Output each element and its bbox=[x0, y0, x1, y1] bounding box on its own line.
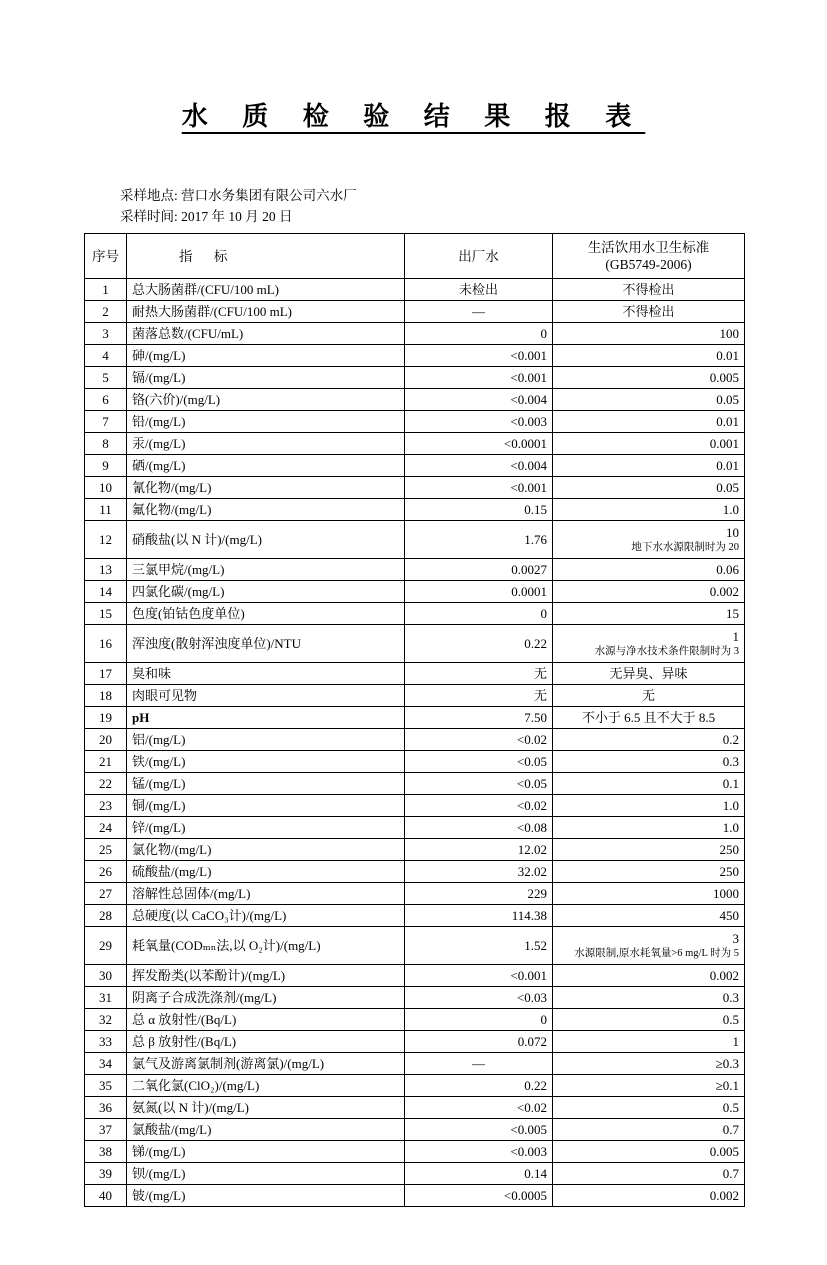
row-measured-value: 32.02 bbox=[405, 861, 553, 883]
row-index: 38 bbox=[85, 1141, 127, 1163]
row-standard-value: 250 bbox=[553, 861, 745, 883]
row-indicator: 铁/(mg/L) bbox=[127, 751, 405, 773]
row-measured-value: <0.005 bbox=[405, 1119, 553, 1141]
row-index: 39 bbox=[85, 1163, 127, 1185]
row-indicator: 硫酸盐/(mg/L) bbox=[127, 861, 405, 883]
sampling-time-value: 2017 年 10 月 20 日 bbox=[181, 209, 293, 224]
table-row bbox=[85, 603, 745, 625]
row-standard-value: ≥0.1 bbox=[553, 1075, 745, 1097]
row-indicator: 二氧化氯(ClO₂)/(mg/L) bbox=[127, 1075, 405, 1097]
row-standard-value: 1 bbox=[553, 1031, 745, 1053]
row-standard-value: 0.002 bbox=[553, 1185, 745, 1207]
row-standard-value: 无 bbox=[553, 685, 745, 707]
row-indicator: 锑/(mg/L) bbox=[127, 1141, 405, 1163]
row-index: 28 bbox=[85, 905, 127, 927]
table-row bbox=[85, 773, 745, 795]
row-measured-value: <0.02 bbox=[405, 1097, 553, 1119]
table-row bbox=[85, 795, 745, 817]
row-indicator: 锌/(mg/L) bbox=[127, 817, 405, 839]
row-index: 24 bbox=[85, 817, 127, 839]
row-standard-value: 450 bbox=[553, 905, 745, 927]
table-row bbox=[85, 625, 745, 663]
row-indicator: 四氯化碳/(mg/L) bbox=[127, 581, 405, 603]
row-standard-value: 0.05 bbox=[553, 389, 745, 411]
row-standard-value: 15 bbox=[553, 603, 745, 625]
row-standard-value: 0.002 bbox=[553, 581, 745, 603]
row-standard-note: 地下水水源限制时为 20 bbox=[631, 542, 739, 553]
table-row bbox=[85, 1097, 745, 1119]
row-index: 35 bbox=[85, 1075, 127, 1097]
row-indicator: 三氯甲烷/(mg/L) bbox=[127, 559, 405, 581]
row-measured-value: 0.15 bbox=[405, 499, 553, 521]
row-indicator: 总硬度(以 CaCO₃计)/(mg/L) bbox=[127, 905, 405, 927]
row-index: 6 bbox=[85, 389, 127, 411]
row-index: 23 bbox=[85, 795, 127, 817]
row-standard-note: 水源限制,原水耗氧量>6 mg/L 时为 5 bbox=[574, 948, 739, 959]
row-measured-value: <0.02 bbox=[405, 729, 553, 751]
row-index: 26 bbox=[85, 861, 127, 883]
table-row bbox=[85, 1031, 745, 1053]
table-row bbox=[85, 559, 745, 581]
row-indicator: pH bbox=[127, 707, 405, 729]
row-indicator: 钡/(mg/L) bbox=[127, 1163, 405, 1185]
row-measured-value: 0.072 bbox=[405, 1031, 553, 1053]
row-index: 21 bbox=[85, 751, 127, 773]
table-row bbox=[85, 883, 745, 905]
row-standard-main: 10 bbox=[726, 525, 739, 540]
row-standard-value: 0.06 bbox=[553, 559, 745, 581]
row-indicator: 硝酸盐(以 N 计)/(mg/L) bbox=[127, 521, 405, 559]
table-row bbox=[85, 279, 745, 301]
row-standard-value: 1000 bbox=[553, 883, 745, 905]
row-standard-main: 1 bbox=[732, 629, 739, 644]
row-standard-value: 不得检出 bbox=[553, 301, 745, 323]
row-indicator: 阴离子合成洗涤剂/(mg/L) bbox=[127, 987, 405, 1009]
row-measured-value: <0.05 bbox=[405, 751, 553, 773]
row-index: 17 bbox=[85, 663, 127, 685]
row-standard-main: 3 bbox=[732, 931, 739, 946]
row-standard-value: 0.002 bbox=[553, 965, 745, 987]
table-row bbox=[85, 965, 745, 987]
table-row bbox=[85, 927, 745, 965]
row-standard-value: 250 bbox=[553, 839, 745, 861]
sampling-location bbox=[120, 185, 827, 206]
row-indicator: 色度(铂钴色度单位) bbox=[127, 603, 405, 625]
row-index: 19 bbox=[85, 707, 127, 729]
row-indicator: 总 β 放射性/(Bq/L) bbox=[127, 1031, 405, 1053]
row-index: 40 bbox=[85, 1185, 127, 1207]
row-measured-value: 229 bbox=[405, 883, 553, 905]
row-standard-value: 0.7 bbox=[553, 1163, 745, 1185]
row-measured-value: <0.003 bbox=[405, 411, 553, 433]
header-no: 序号 bbox=[85, 234, 127, 279]
row-measured-value: — bbox=[405, 301, 553, 323]
water-quality-table bbox=[84, 233, 745, 1207]
row-index: 18 bbox=[85, 685, 127, 707]
row-measured-value: 0.22 bbox=[405, 1075, 553, 1097]
row-indicator: 挥发酚类(以苯酚计)/(mg/L) bbox=[127, 965, 405, 987]
row-indicator: 汞/(mg/L) bbox=[127, 433, 405, 455]
row-indicator: 铬(六价)/(mg/L) bbox=[127, 389, 405, 411]
table-row bbox=[85, 707, 745, 729]
row-standard-value: 0.05 bbox=[553, 477, 745, 499]
row-standard-value: 0.5 bbox=[553, 1009, 745, 1031]
row-index: 30 bbox=[85, 965, 127, 987]
row-index: 36 bbox=[85, 1097, 127, 1119]
row-index: 27 bbox=[85, 883, 127, 905]
row-standard-value: 0.1 bbox=[553, 773, 745, 795]
row-indicator: 总大肠菌群/(CFU/100 mL) bbox=[127, 279, 405, 301]
row-measured-value: <0.0005 bbox=[405, 1185, 553, 1207]
row-measured-value: 0.14 bbox=[405, 1163, 553, 1185]
header-standard-line1: 生活饮用水卫生标准 bbox=[587, 240, 710, 255]
table-row bbox=[85, 367, 745, 389]
row-measured-value: <0.001 bbox=[405, 345, 553, 367]
row-indicator: 氨氮(以 N 计)/(mg/L) bbox=[127, 1097, 405, 1119]
row-standard-value: 100 bbox=[553, 323, 745, 345]
table-row bbox=[85, 905, 745, 927]
row-indicator: 铍/(mg/L) bbox=[127, 1185, 405, 1207]
row-standard-value: 1.0 bbox=[553, 499, 745, 521]
row-measured-value: <0.0001 bbox=[405, 433, 553, 455]
row-measured-value: <0.001 bbox=[405, 367, 553, 389]
row-index: 16 bbox=[85, 625, 127, 663]
row-index: 14 bbox=[85, 581, 127, 603]
table-row bbox=[85, 433, 745, 455]
sampling-location-label: 采样地点: bbox=[120, 188, 178, 203]
row-standard-value: 1.0 bbox=[553, 795, 745, 817]
row-index: 20 bbox=[85, 729, 127, 751]
row-standard-value bbox=[553, 927, 745, 965]
row-index: 13 bbox=[85, 559, 127, 581]
table-row bbox=[85, 1141, 745, 1163]
table-row bbox=[85, 411, 745, 433]
row-standard-value: 0.2 bbox=[553, 729, 745, 751]
table-row bbox=[85, 345, 745, 367]
row-standard-value: 不小于 6.5 且不大于 8.5 bbox=[553, 707, 745, 729]
table-row bbox=[85, 301, 745, 323]
row-indicator: 氰化物/(mg/L) bbox=[127, 477, 405, 499]
row-indicator: 砷/(mg/L) bbox=[127, 345, 405, 367]
row-standard-value: 0.5 bbox=[553, 1097, 745, 1119]
row-indicator: 菌落总数/(CFU/mL) bbox=[127, 323, 405, 345]
row-indicator: 铝/(mg/L) bbox=[127, 729, 405, 751]
row-measured-value: <0.02 bbox=[405, 795, 553, 817]
table-row bbox=[85, 751, 745, 773]
row-measured-value: <0.03 bbox=[405, 987, 553, 1009]
row-standard-value: 0.3 bbox=[553, 987, 745, 1009]
row-standard-value: 1.0 bbox=[553, 817, 745, 839]
row-index: 25 bbox=[85, 839, 127, 861]
table-row bbox=[85, 729, 745, 751]
row-measured-value: 0 bbox=[405, 1009, 553, 1031]
row-index: 7 bbox=[85, 411, 127, 433]
row-index: 1 bbox=[85, 279, 127, 301]
row-measured-value: 0.22 bbox=[405, 625, 553, 663]
table-row bbox=[85, 839, 745, 861]
row-standard-value: 0.005 bbox=[553, 1141, 745, 1163]
row-index: 37 bbox=[85, 1119, 127, 1141]
table-header-row bbox=[85, 234, 745, 279]
row-index: 5 bbox=[85, 367, 127, 389]
row-measured-value: 1.52 bbox=[405, 927, 553, 965]
report-page bbox=[0, 96, 827, 1265]
row-standard-value: 0.01 bbox=[553, 455, 745, 477]
table-row bbox=[85, 499, 745, 521]
row-index: 29 bbox=[85, 927, 127, 965]
row-standard-value: 0.01 bbox=[553, 411, 745, 433]
row-measured-value: 无 bbox=[405, 685, 553, 707]
row-index: 15 bbox=[85, 603, 127, 625]
table-row bbox=[85, 685, 745, 707]
table-row bbox=[85, 581, 745, 603]
row-indicator: 耐热大肠菌群/(CFU/100 mL) bbox=[127, 301, 405, 323]
row-indicator: 臭和味 bbox=[127, 663, 405, 685]
page-title: 水 质 检 验 结 果 报 表 bbox=[181, 102, 646, 131]
row-indicator: 肉眼可见物 bbox=[127, 685, 405, 707]
row-index: 31 bbox=[85, 987, 127, 1009]
row-indicator: 硒/(mg/L) bbox=[127, 455, 405, 477]
row-measured-value: <0.003 bbox=[405, 1141, 553, 1163]
table-row bbox=[85, 987, 745, 1009]
table-row bbox=[85, 1053, 745, 1075]
row-measured-value: <0.001 bbox=[405, 965, 553, 987]
table-body bbox=[85, 279, 745, 1207]
table-row bbox=[85, 1009, 745, 1031]
row-measured-value: 未检出 bbox=[405, 279, 553, 301]
table-row bbox=[85, 1163, 745, 1185]
table-row bbox=[85, 1119, 745, 1141]
row-index: 3 bbox=[85, 323, 127, 345]
table-row bbox=[85, 323, 745, 345]
row-measured-value: <0.08 bbox=[405, 817, 553, 839]
row-standard-value: 0.01 bbox=[553, 345, 745, 367]
row-measured-value: <0.004 bbox=[405, 455, 553, 477]
row-indicator: 镉/(mg/L) bbox=[127, 367, 405, 389]
row-standard-value bbox=[553, 521, 745, 559]
header-value: 出厂水 bbox=[405, 234, 553, 279]
table-row bbox=[85, 1185, 745, 1207]
row-indicator: 铜/(mg/L) bbox=[127, 795, 405, 817]
row-measured-value: 114.38 bbox=[405, 905, 553, 927]
row-measured-value: 7.50 bbox=[405, 707, 553, 729]
row-index: 2 bbox=[85, 301, 127, 323]
row-index: 10 bbox=[85, 477, 127, 499]
table-row bbox=[85, 663, 745, 685]
row-standard-value: 0.7 bbox=[553, 1119, 745, 1141]
sampling-time-label: 采样时间: bbox=[120, 209, 178, 224]
header-standard bbox=[553, 234, 745, 279]
row-measured-value: 0 bbox=[405, 323, 553, 345]
header-standard-line2: (GB5749-2006) bbox=[605, 257, 692, 272]
row-index: 33 bbox=[85, 1031, 127, 1053]
sampling-time bbox=[120, 206, 827, 227]
row-indicator: 铅/(mg/L) bbox=[127, 411, 405, 433]
row-index: 8 bbox=[85, 433, 127, 455]
row-indicator: 总 α 放射性/(Bq/L) bbox=[127, 1009, 405, 1031]
row-indicator: 耗氧量(CODₘₙ法,以 O₂计)/(mg/L) bbox=[127, 927, 405, 965]
row-index: 11 bbox=[85, 499, 127, 521]
row-measured-value: <0.001 bbox=[405, 477, 553, 499]
row-measured-value: 12.02 bbox=[405, 839, 553, 861]
row-standard-value bbox=[553, 625, 745, 663]
row-measured-value: 1.76 bbox=[405, 521, 553, 559]
row-indicator: 氟化物/(mg/L) bbox=[127, 499, 405, 521]
row-indicator: 氯气及游离氯制剂(游离氯)/(mg/L) bbox=[127, 1053, 405, 1075]
row-standard-value: 0.3 bbox=[553, 751, 745, 773]
row-index: 9 bbox=[85, 455, 127, 477]
row-indicator: 氯化物/(mg/L) bbox=[127, 839, 405, 861]
row-measured-value: — bbox=[405, 1053, 553, 1075]
sampling-location-value: 营口水务集团有限公司六水厂 bbox=[181, 188, 357, 203]
row-index: 12 bbox=[85, 521, 127, 559]
row-indicator: 浑浊度(散射浑浊度单位)/NTU bbox=[127, 625, 405, 663]
row-standard-value: 不得检出 bbox=[553, 279, 745, 301]
row-standard-value: 0.001 bbox=[553, 433, 745, 455]
row-measured-value: <0.05 bbox=[405, 773, 553, 795]
table-row bbox=[85, 1075, 745, 1097]
row-measured-value: 无 bbox=[405, 663, 553, 685]
table-row bbox=[85, 477, 745, 499]
sampling-meta bbox=[120, 185, 827, 227]
table-row bbox=[85, 455, 745, 477]
row-measured-value: <0.004 bbox=[405, 389, 553, 411]
row-index: 34 bbox=[85, 1053, 127, 1075]
row-index: 32 bbox=[85, 1009, 127, 1031]
row-standard-value: 无异臭、异味 bbox=[553, 663, 745, 685]
table-row bbox=[85, 521, 745, 559]
row-standard-note: 水源与净水技术条件限制时为 3 bbox=[594, 646, 739, 657]
table-row bbox=[85, 389, 745, 411]
row-indicator: 锰/(mg/L) bbox=[127, 773, 405, 795]
row-standard-value: 0.005 bbox=[553, 367, 745, 389]
row-index: 4 bbox=[85, 345, 127, 367]
row-measured-value: 0.0001 bbox=[405, 581, 553, 603]
row-measured-value: 0.0027 bbox=[405, 559, 553, 581]
table-row bbox=[85, 861, 745, 883]
table-row bbox=[85, 817, 745, 839]
row-indicator: 溶解性总固体/(mg/L) bbox=[127, 883, 405, 905]
header-item: 指 标 bbox=[127, 234, 405, 279]
row-indicator: 氯酸盐/(mg/L) bbox=[127, 1119, 405, 1141]
row-standard-value: ≥0.3 bbox=[553, 1053, 745, 1075]
row-index: 22 bbox=[85, 773, 127, 795]
row-measured-value: 0 bbox=[405, 603, 553, 625]
